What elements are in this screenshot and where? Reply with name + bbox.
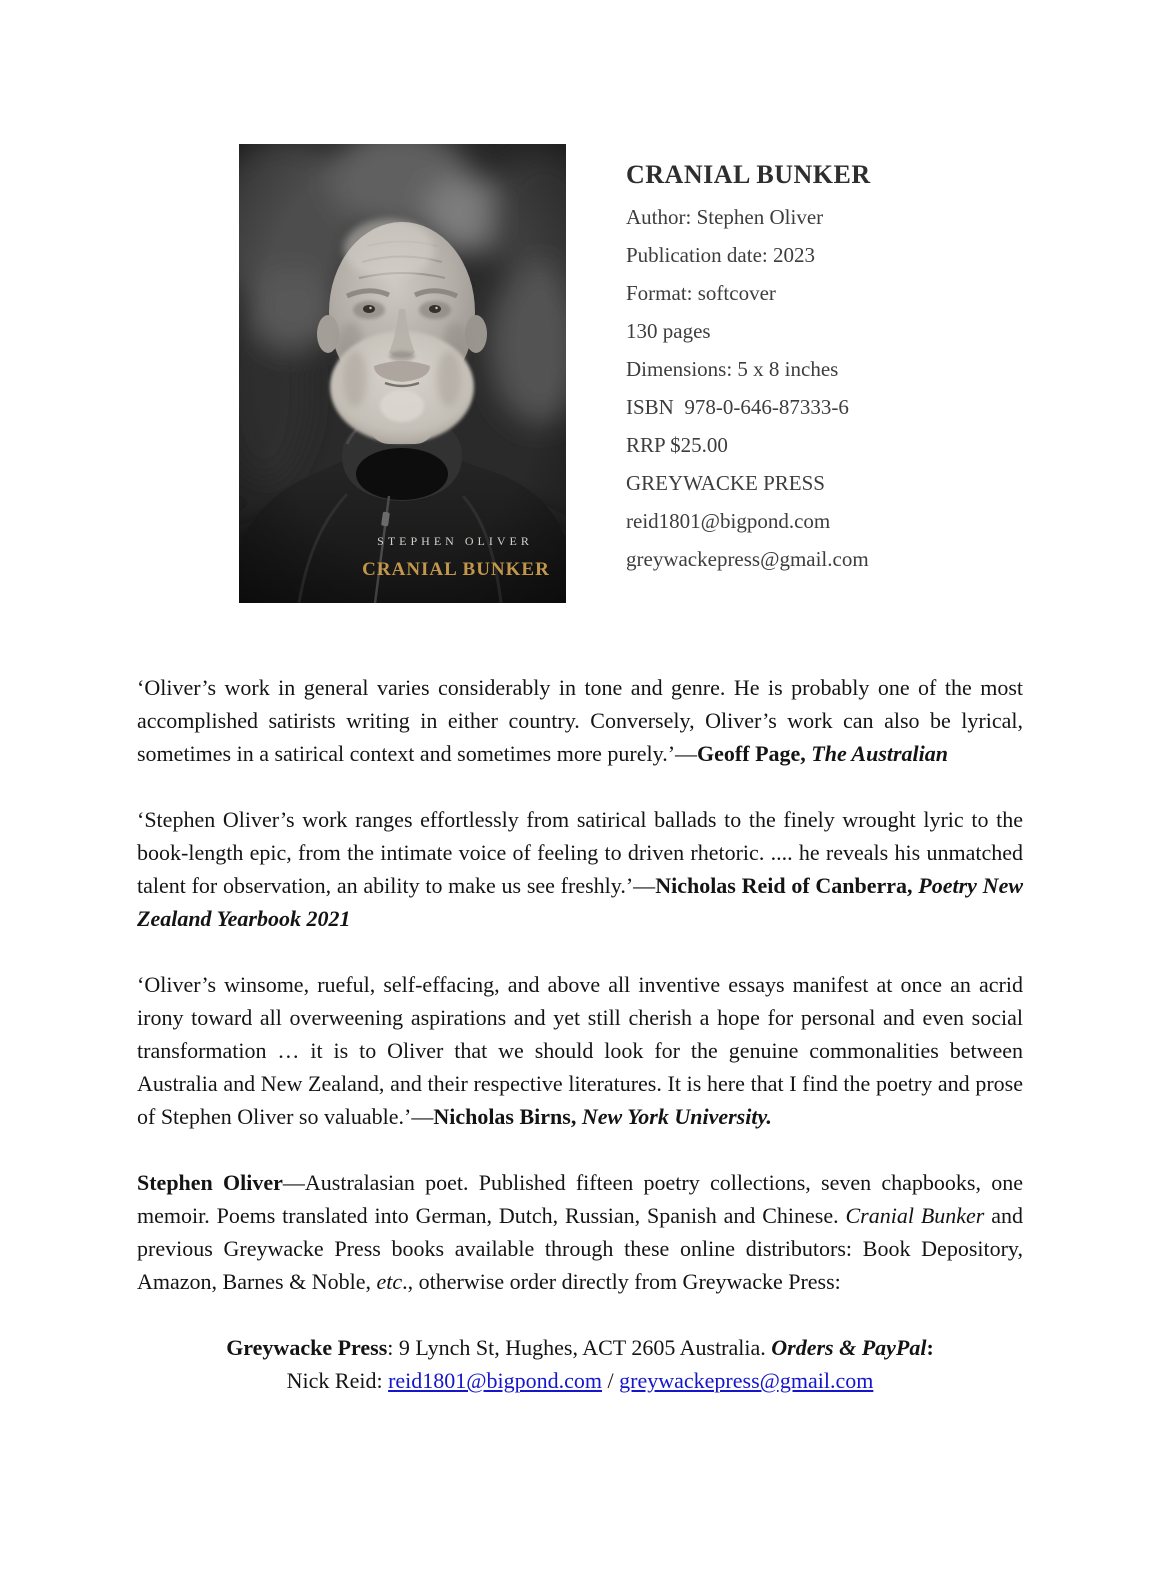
bio-etc: etc (376, 1269, 403, 1294)
cover-author-name: STEPHEN OLIVER (377, 534, 533, 548)
meta-email-1: reid1801@bigpond.com (626, 509, 831, 533)
quote-3-source: Nicholas Birns, (433, 1104, 582, 1129)
review-quote-3 (137, 968, 1023, 1133)
bio-author-name: Stephen Oliver (137, 1170, 283, 1195)
bio-text-2: and previous Greywacke Press books available through these online distributors: Book Depository, Amazon, Barnes & Noble, (137, 1203, 1023, 1294)
quote-1-source: Geoff Page, (697, 741, 812, 766)
publisher-address-line (137, 1331, 1023, 1364)
meta-dimensions: Dimensions: 5 x 8 inches (626, 357, 839, 381)
meta-rrp: RRP $25.00 (626, 433, 728, 457)
review-quote-2 (137, 803, 1023, 935)
email-separator: / (602, 1368, 620, 1393)
book-title-heading: CRANIAL BUNKER (626, 160, 871, 189)
meta-email-2: greywackepress@gmail.com (626, 547, 869, 571)
email-link-gmail[interactable]: greywackepress@gmail.com (619, 1368, 874, 1393)
bio-text-3: ., otherwise order directly from Greywacke Press: (402, 1269, 841, 1294)
book-cover (239, 144, 566, 603)
orders-paypal-label: Orders & PayPal (771, 1335, 927, 1360)
contact-name: Nick Reid: (286, 1368, 389, 1393)
contact-line (137, 1364, 1023, 1397)
author-bio (137, 1166, 1023, 1298)
cover-book-title: CRANIAL BUNKER (362, 559, 550, 580)
quote-3-text: ‘Oliver’s winsome, rueful, self-effacing, and above all inventive essays manifest at once an acrid irony toward all overweening aspirations and yet still cherish a hope for personal and even social transformation … it is to Oliver that we should look for the genuine commonalities between Australia and New Zealand, and their respective literatures. It is here that I find the poetry and prose of Stephen Oliver so valuable.’— (137, 972, 1023, 1129)
orders-paypal-colon: : (926, 1335, 934, 1360)
quote-3-publication: New York University. (581, 1104, 772, 1129)
publisher-contact (137, 1331, 1023, 1397)
email-link-bigpond[interactable]: reid1801@bigpond.com (388, 1368, 603, 1393)
book-metadata (626, 160, 1056, 578)
meta-publisher: GREYWACKE PRESS (626, 471, 825, 495)
author-portrait (239, 144, 566, 603)
meta-format: Format: softcover (626, 281, 776, 305)
bio-text-1: —Australasian poet. Published fifteen poetry collections, seven chapbooks, one memoir. Poems translated into German, Dutch, Russian, Spanish and Chinese. (137, 1170, 1023, 1228)
quote-2-text: ‘Stephen Oliver’s work ranges effortlessly from satirical ballads to the finely wrought lyric to the book-length epic, from the intimate voice of feeling to driven rhetoric. .... he reveals his unmatched talent for observation, an ability to make us see freshly.’— (137, 807, 1023, 898)
quote-1-text: ‘Oliver’s work in general varies considerably in tone and genre. He is probably one of the most accomplished satirists writing in either country. Conversely, Oliver’s work can also be lyrical, sometimes in a satirical context and sometimes more purely.’— (137, 675, 1023, 766)
meta-publication-date: Publication date: 2023 (626, 243, 815, 267)
press-name: Greywacke Press (226, 1335, 388, 1360)
meta-isbn: ISBN 978-0-646-87333-6 (626, 395, 849, 419)
press-address: : 9 Lynch St, Hughes, ACT 2605 Australia. (387, 1335, 772, 1360)
bio-book-title: Cranial Bunker (845, 1203, 985, 1228)
review-quote-1 (137, 671, 1023, 770)
quote-2-publication: Poetry New Zealand Yearbook 2021 (137, 873, 1024, 931)
body-text (137, 671, 1023, 1397)
quote-1-publication: The Australian (811, 741, 949, 766)
quote-2-source: Nicholas Reid of Canberra, (655, 873, 919, 898)
meta-pages: 130 pages (626, 319, 711, 343)
meta-author: Author: Stephen Oliver (626, 205, 824, 229)
